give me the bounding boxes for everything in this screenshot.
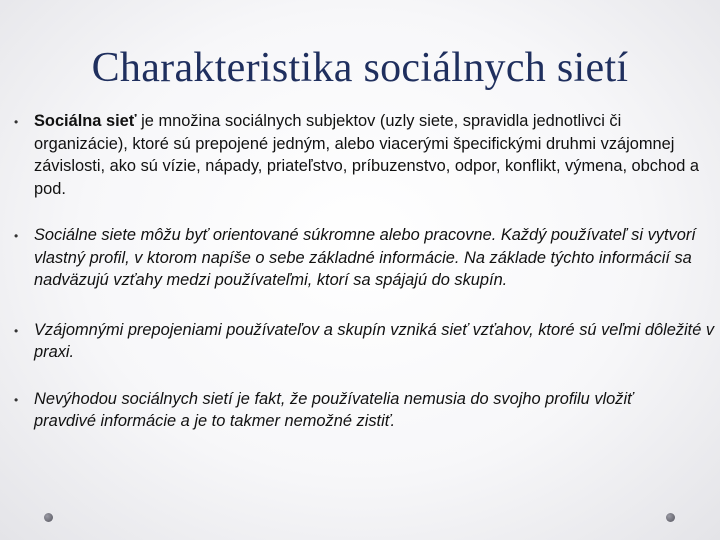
bullet-dot-icon: • bbox=[14, 229, 19, 243]
bullet-list bbox=[10, 110, 716, 461]
bullet-line-1: Nevýhodou sociálnych sietí je fakt, že používatelia nemusia do svojho profilu vložiť bbox=[34, 389, 633, 408]
bullet-text: Vzájomnými prepojeniami používateľov a skupín vzniká sieť vzťahov, ktoré sú veľmi dôležité v praxi. bbox=[34, 320, 715, 361]
bullet-body: je množina sociálnych subjektov (uzly siete, spravidla jednotlivci či organizácie), ktoré sú prepojené jedným, alebo viacerými špecifickými druhmi vzájomnej závislosti, ako sú vízie, nápady, priateľstvo, príbuzenstvo, odpor, konflikt, výmena, obchod a pod. bbox=[34, 112, 700, 198]
slide-title: Charakteristika sociálnych sietí bbox=[91, 45, 629, 91]
bullet-dot-icon: • bbox=[14, 115, 19, 129]
bullet-text: Sociálne siete môžu byť orientované súkromne alebo pracovne. Každý používateľ si vytvorí vlastný profil, v ktorom napíše o sebe základné informácie. Na základe týchto informácií sa nadväzujú vzťahy medzi používateľmi, ktorí sa spájajú do skupín. bbox=[34, 226, 696, 289]
decorative-dot-left-icon bbox=[44, 513, 53, 522]
bullet-line-2: pravdivé informácie a je to takmer nemožné zistiť. bbox=[34, 412, 396, 430]
bullet-item-disadvantage bbox=[10, 388, 716, 433]
bullet-item-network bbox=[10, 319, 716, 364]
bullet-text bbox=[34, 110, 716, 200]
bullet-lead-term: Sociálna sieť bbox=[34, 112, 137, 130]
decorative-dot-right-icon bbox=[666, 513, 675, 522]
bullet-text bbox=[34, 388, 716, 433]
bullet-dot-icon: • bbox=[14, 323, 19, 338]
bullet-item-definition bbox=[10, 110, 716, 200]
bullet-item-orientation bbox=[10, 224, 716, 292]
bullet-dot-icon: • bbox=[14, 392, 19, 407]
